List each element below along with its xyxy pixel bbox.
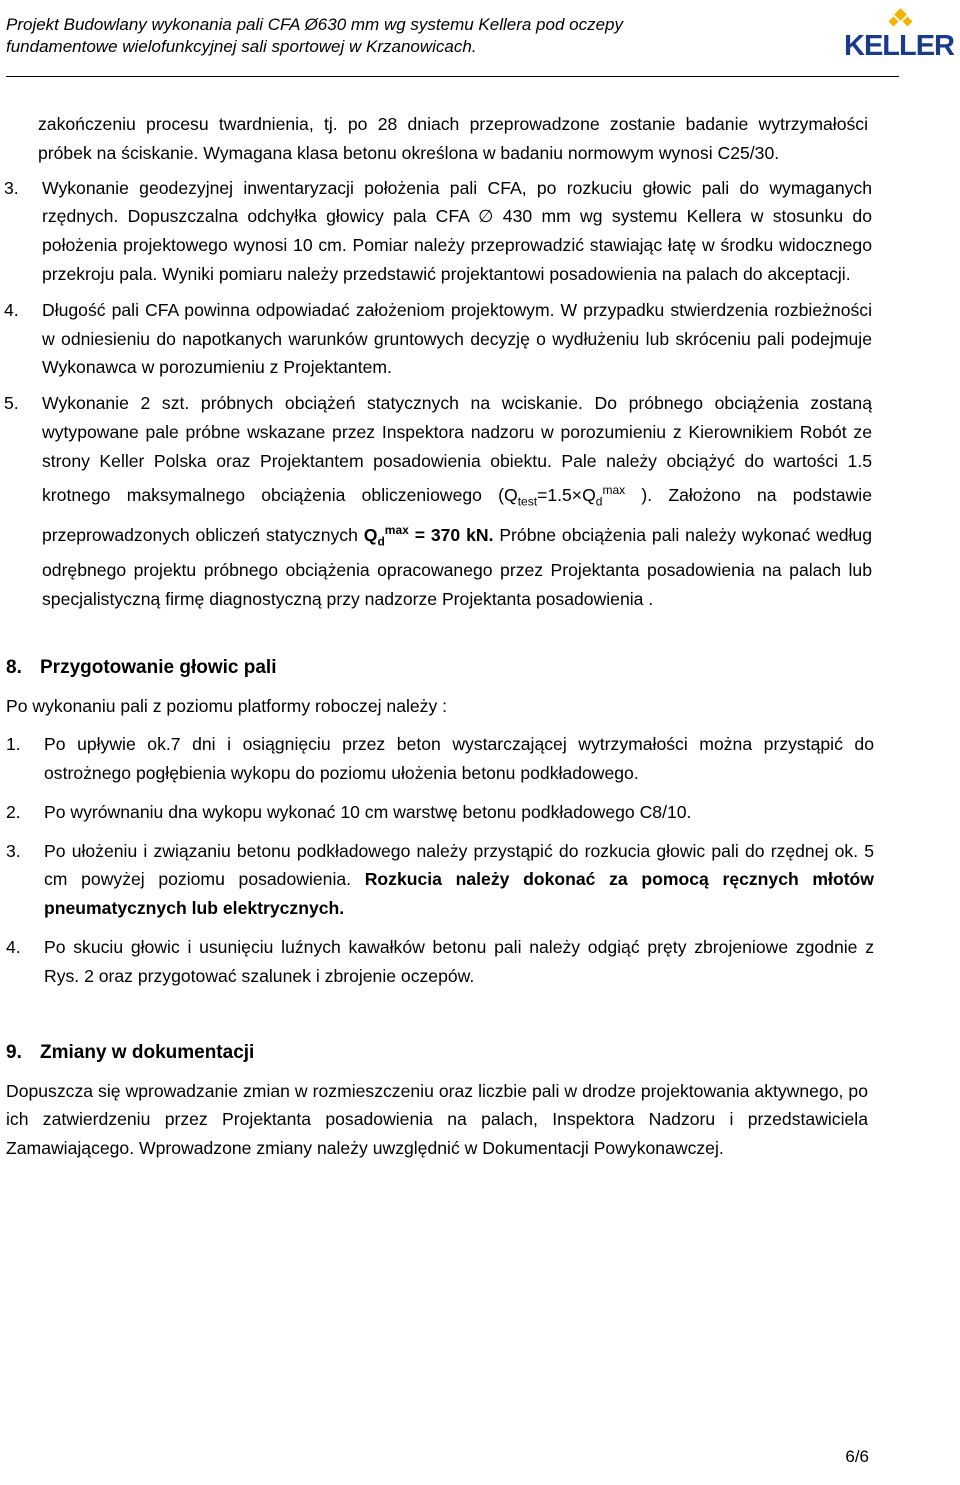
bold-subscript-d: d	[377, 534, 385, 549]
sec8-item-2	[6, 798, 874, 827]
item-number: 5.	[4, 393, 19, 414]
item-text: Wykonanie 2 szt. próbnych obciążeń statycznych na wciskanie. Do próbnego obciążenia zostaną wytypowane pale próbne wskazane przez Inspektora nadzoru w porozumieniu z Kierownikiem Robót ze strony Keller Polska oraz Projektantem posadowienia obiektu. Pale należy obciążyć do wartości 1.5 krotnego maksymalnego obciążenia obliczeniowego (Q	[42, 393, 872, 505]
item-text: =1.5×Q	[537, 484, 596, 505]
item-number: 4.	[6, 937, 21, 958]
bold-value: = 370 kN.	[408, 524, 494, 545]
section-9-heading	[6, 1039, 960, 1067]
item-number: 3.	[4, 177, 19, 198]
continued-paragraph: zakończeniu procesu twardnienia, tj. po 28 dniach przeprowadzone zostanie badanie wytrzymałości próbek na ściskanie. Wymagana klasa betonu określona w badaniu normowym wynosi C25/30.	[38, 114, 868, 163]
subscript-test: test	[517, 493, 538, 508]
superscript-max: max	[602, 482, 626, 497]
item-text: Po ułożeniu i związaniu betonu podkładowego należy przystąpić do rozkucia głowic pali do rzędnej ok. 5 cm powyżej poziomu posadowienia.	[44, 840, 874, 890]
item-number: 1.	[6, 734, 21, 755]
bold-q: Q	[363, 524, 378, 545]
item-number: 2.	[6, 801, 21, 822]
item-text: Po upływie ok.7 dni i osiągnięciu przez beton wystarczającej wytrzymałości można przystąpić do ostrożnego pogłębienia wykopu do poziomu ułożenia betonu podkładowego.	[44, 734, 874, 784]
section-number: 9.	[6, 1041, 22, 1063]
item-bold-text: Rozkucia należy dokonać za pomocą ręcznych młotów pneumatycznych lub elektrycznych.	[44, 869, 874, 919]
section-8-heading	[6, 654, 960, 682]
section-title: Zmiany w dokumentacji	[40, 1041, 255, 1063]
subscript-d: d	[595, 493, 603, 508]
item-text: Wykonanie geodezyjnej inwentaryzacji położenia pali CFA, po rozkuciu głowic pali do wymaganych rzędnych. Dopuszczalna odchyłka głowicy pala CFA ∅ 430 mm wg systemu Kellera w stosunku do położenia projektowego wynosi 10 cm. Pomiar należy przeprowadzić stawiając łatę w środku widocznego przekroju pala. Wyniki pomiaru należy przedstawić projektantowi posadowienia na palach do akceptacji.	[42, 177, 872, 284]
item-number: 4.	[4, 299, 19, 320]
bold-superscript-max: max	[384, 522, 409, 537]
keller-logo	[844, 8, 956, 72]
item-text: Po wyrównaniu dna wykopu wykonać 10 cm warstwę betonu podkładowego C8/10.	[44, 801, 692, 822]
header-title-line1: Projekt Budowlany wykonania pali CFA Ø630 mm wg systemu Kellera pod oczepy	[6, 15, 624, 34]
item-text: ). Założono na podstawie przeprowadzonych obliczeń statycznych	[42, 484, 872, 545]
list-item-4	[4, 296, 872, 382]
list-item-3	[4, 174, 872, 289]
header-rule	[6, 76, 899, 77]
sec8-item-4	[6, 933, 874, 991]
sec8-item-1	[6, 730, 874, 788]
item-text: Próbne obciążenia pali należy wykonać według odrębnego projektu próbnego obciążenia opracowanego przez Projektanta posadowienia na palach lub specjalistyczną firmę diagnostyczną przy nadzorze Projektanta posadowienia .	[42, 524, 872, 609]
sec8-item-3	[6, 837, 874, 923]
logo-wordmark: KELLER	[844, 30, 954, 62]
section-title: Przygotowanie głowic pali	[40, 656, 277, 678]
document-body	[0, 110, 960, 1163]
section-8-intro: Po wykonaniu pali z poziomu platformy roboczej należy :	[6, 695, 448, 716]
item-text: Długość pali CFA powinna odpowiadać założeniom projektowym. W przypadku stwierdzenia rozbieżności w odniesieniu do napotkanych warunków gruntowych decyzję o wydłużeniu lub skróceniu pali podejmuje Wykonawca w porozumieniu z Projektantem.	[42, 299, 872, 378]
list-item-5	[4, 389, 872, 613]
page-number: 6/6	[845, 1447, 869, 1466]
item-number: 3.	[6, 840, 21, 861]
page-header	[6, 14, 954, 78]
item-text: Po skuciu głowic i usunięciu luźnych kawałków betonu pali należy odgiąć pręty zbrojeniowe zgodnie z Rys. 2 oraz przygotować szalunek i zbrojenie oczepów.	[44, 937, 874, 986]
header-title-line2: fundamentowe wielofunkcyjnej sali sportowej w Krzanowicach.	[6, 37, 477, 56]
section-number: 8.	[6, 656, 22, 678]
section-9-text: Dopuszcza się wprowadzanie zmian w rozmieszczeniu oraz liczbie pali w drodze projektowania aktywnego, po ich zatwierdzeniu przez Projektanta posadowienia na palach, Inspektora Nadzoru i przedstawiciela Zamawiającego. Wprowadzone zmiany należy uwzględnić w Dokumentacji Powykonawczej.	[6, 1080, 868, 1159]
